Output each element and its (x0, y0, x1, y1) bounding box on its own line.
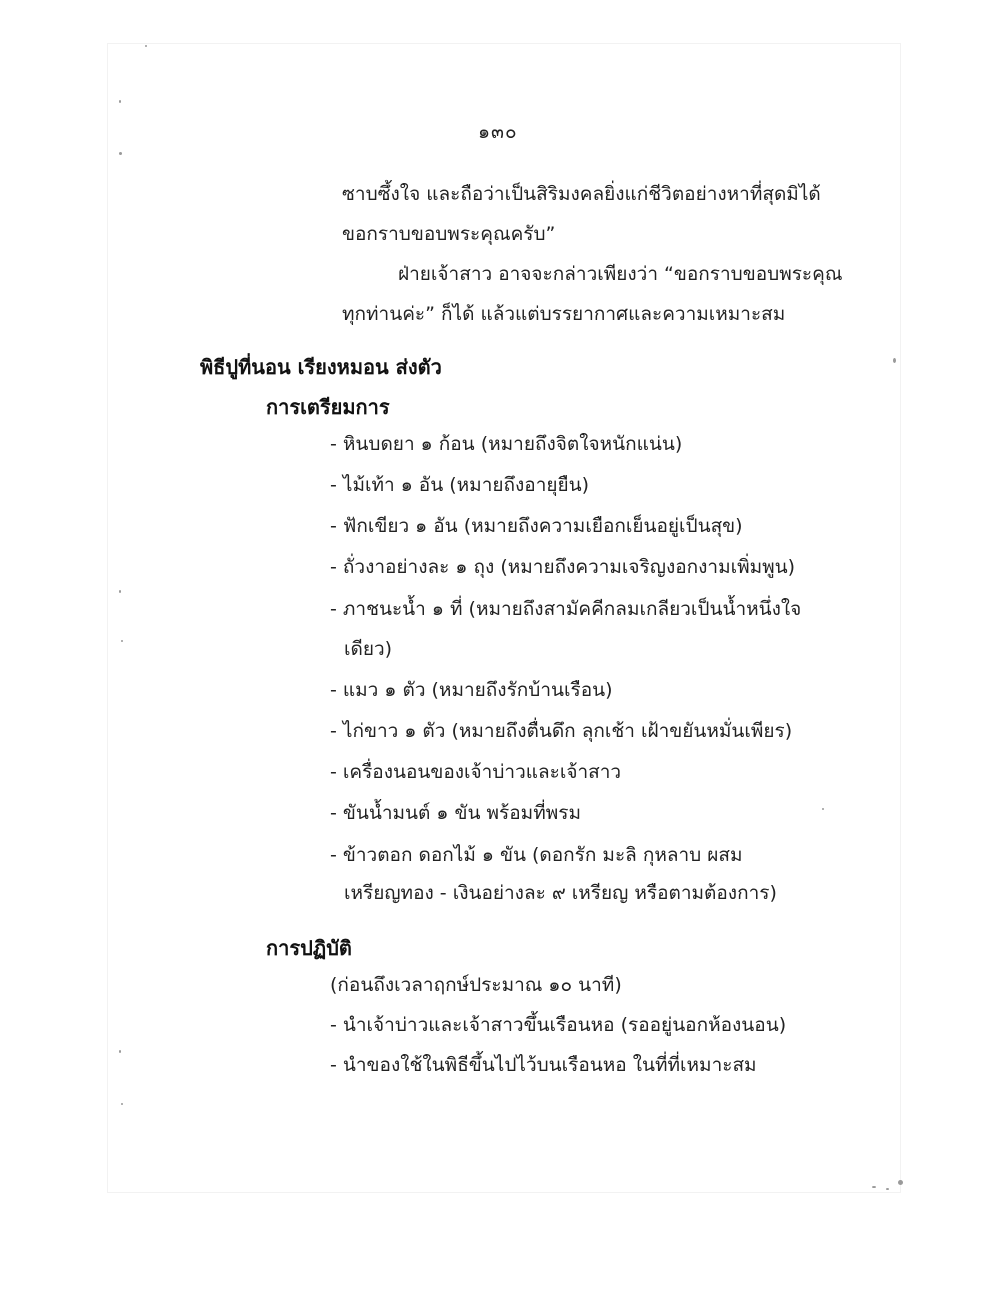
preparation-item-continuation: เดียว) (344, 638, 393, 660)
preparation-item: - ภาชนะน้ำ ๑ ที่ (หมายถึงสามัคคีกลมเกลียวเป็นน้ำหนึ่งใจ (330, 598, 802, 620)
scan-speck (119, 152, 122, 155)
scan-speck (119, 590, 121, 593)
intro-line-4: ทุกท่านค่ะ” ก็ได้ แล้วแต่บรรยากาศและความเหมาะสม (342, 303, 786, 325)
procedure-item: - นำเจ้าบ่าวและเจ้าสาวขึ้นเรือนหอ (รออยู่นอกห้องนอน) (330, 1014, 787, 1036)
page-number: ๑๓๐ (478, 121, 518, 143)
procedure-heading: การปฏิบัติ (266, 936, 352, 960)
scan-speck (119, 100, 121, 103)
section-title: พิธีปูที่นอน เรียงหมอน ส่งตัว (200, 355, 442, 379)
preparation-item: - หินบดยา ๑ ก้อน (หมายถึงจิตใจหนักแน่น) (330, 433, 683, 455)
preparation-item: - เครื่องนอนของเจ้าบ่าวและเจ้าสาว (330, 761, 622, 783)
scan-speck (121, 640, 123, 642)
preparation-heading: การเตรียมการ (266, 395, 390, 419)
preparation-item: - ข้าวตอก ดอกไม้ ๑ ขัน (ดอกรัก มะลิ กุหลาบ ผสม (330, 844, 743, 866)
preparation-item-continuation: เหรียญทอง - เงินอย่างละ ๙ เหรียญ หรือตามต้องการ) (344, 882, 777, 904)
preparation-item: - แมว ๑ ตัว (หมายถึงรักบ้านเรือน) (330, 679, 613, 701)
procedure-item: - นำของใช้ในพิธีขึ้นไปไว้บนเรือนหอ ในที่ที่เหมาะสม (330, 1054, 757, 1076)
intro-line-2: ขอกราบขอบพระคุณครับ” (342, 223, 556, 245)
scan-speck (893, 358, 896, 363)
scan-speck (898, 1180, 903, 1185)
preparation-item: - ไม้เท้า ๑ อัน (หมายถึงอายุยืน) (330, 474, 590, 496)
scan-speck (822, 808, 824, 810)
scan-speck (121, 1103, 123, 1105)
scan-speck (145, 45, 147, 47)
intro-line-1: ซาบซึ้งใจ และถือว่าเป็นสิริมงคลยิ่งแก่ชีวิตอย่างหาที่สุดมิได้ (342, 183, 821, 205)
preparation-item: - ถั่วงาอย่างละ ๑ ถุง (หมายถึงความเจริญงอกงามเพิ่มพูน) (330, 556, 796, 578)
procedure-note: (ก่อนถึงเวลาฤกษ์ประมาณ ๑๐ นาที) (330, 974, 622, 996)
scan-speck (872, 1186, 876, 1188)
scan-speck (119, 1050, 121, 1053)
intro-line-3: ฝ่ายเจ้าสาว อาจจะกล่าวเพียงว่า “ขอกราบขอบพระคุณ (398, 263, 843, 285)
preparation-item: - ฟักเขียว ๑ อัน (หมายถึงความเยือกเย็นอยู่เป็นสุข) (330, 515, 743, 537)
preparation-item: - ไก่ขาว ๑ ตัว (หมายถึงตื่นดึก ลุกเช้า เฝ้าขยันหมั่นเพียร) (330, 720, 793, 742)
scan-speck (886, 1188, 889, 1190)
preparation-item: - ขันน้ำมนต์ ๑ ขัน พร้อมที่พรม (330, 802, 581, 824)
